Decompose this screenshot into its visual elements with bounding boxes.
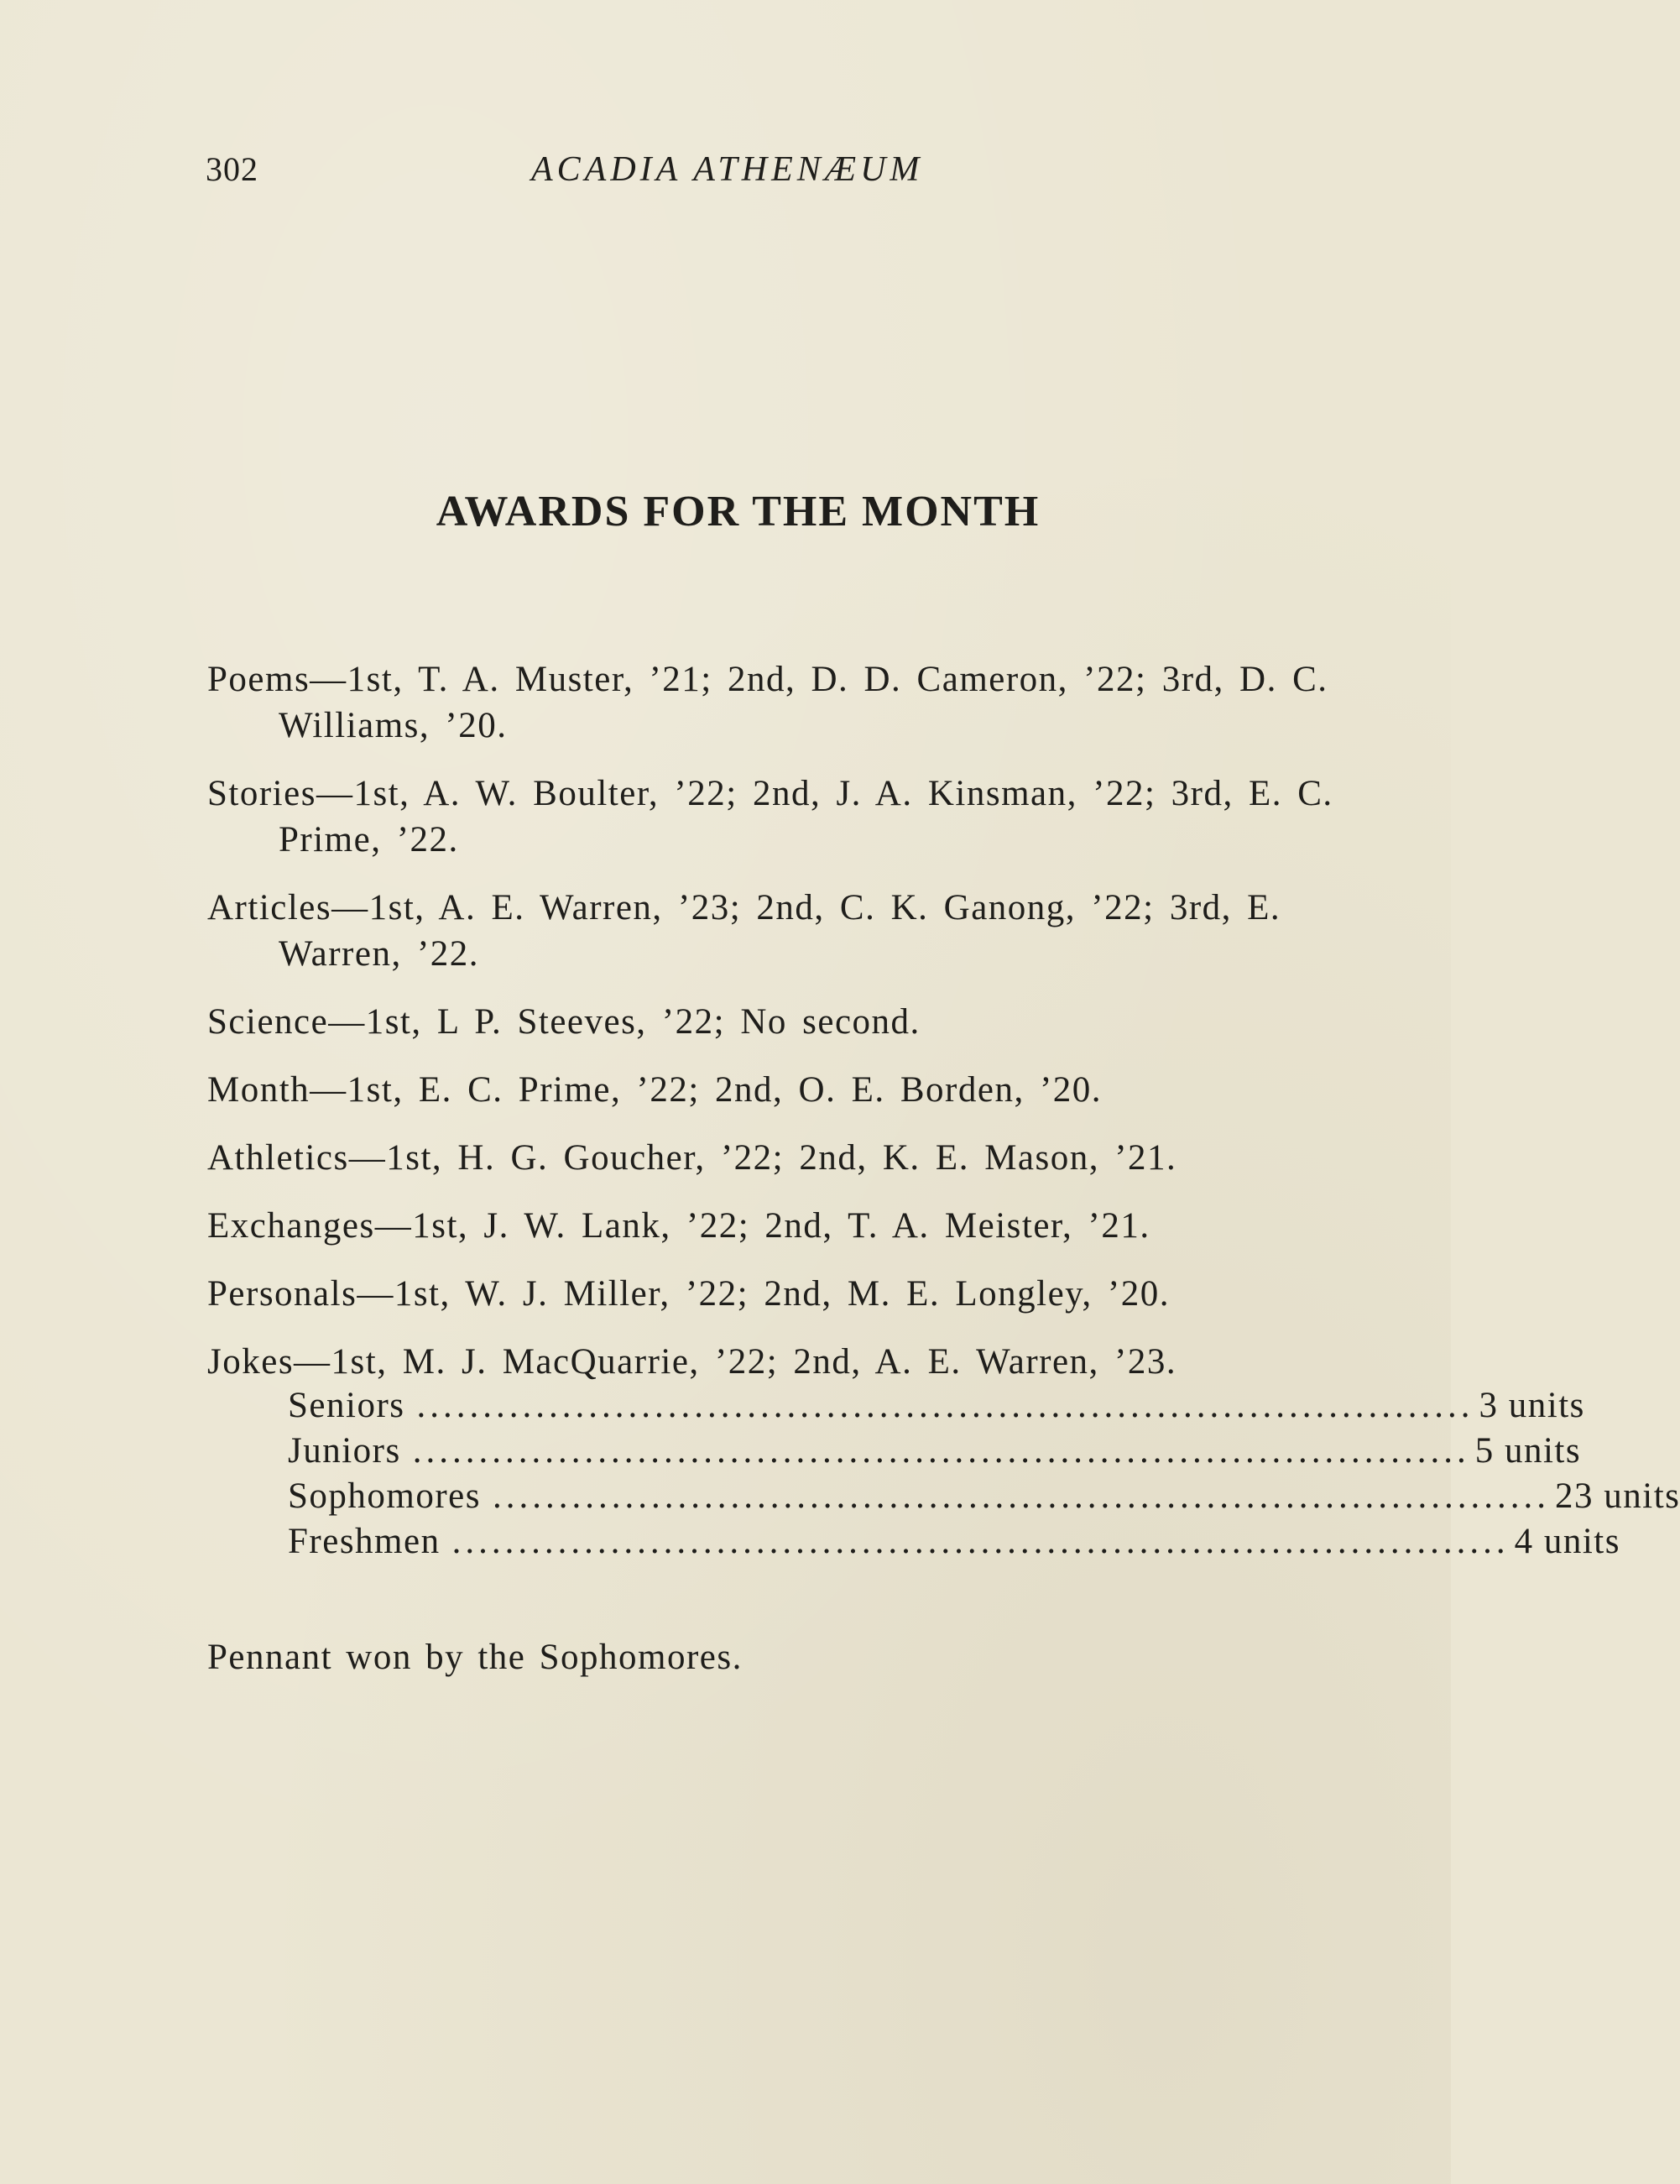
units-row-juniors (288, 1430, 1582, 1476)
awards-list (207, 656, 1349, 1407)
dot-leader: ................................................................................ (412, 1431, 1470, 1471)
units-value: 4 units (1514, 1522, 1620, 1561)
award-jokes: Jokes—1st, M. J. MacQuarrie, ’22; 2nd, A. E. Warren, ’23. (207, 1342, 1177, 1382)
units-row-seniors (288, 1385, 1585, 1430)
section-title: AWARDS FOR THE MONTH (436, 488, 1041, 536)
page-header (206, 149, 1255, 200)
units-class-label: Sophomores (288, 1476, 481, 1516)
units-row-freshmen (288, 1521, 1620, 1566)
dot-leader: ................................................................................ (416, 1386, 1474, 1425)
units-table (288, 1385, 1680, 1566)
award-exchanges: Exchanges—1st, J. W. Lank, ’22; 2nd, T. A. Meister, ’21. (207, 1206, 1150, 1246)
award-month: Month—1st, E. C. Prime, ’22; 2nd, O. E. Borden, ’20. (207, 1070, 1103, 1110)
award-personals: Personals—1st, W. J. Miller, ’22; 2nd, M. E. Longley, ’20. (207, 1274, 1170, 1314)
units-class-label: Freshmen (288, 1522, 441, 1561)
page-number: 302 (206, 150, 258, 188)
pennant-note: Pennant won by the Sophomores. (207, 1638, 743, 1677)
dot-leader: ................................................................................ (493, 1476, 1550, 1516)
units-value: 23 units (1555, 1476, 1680, 1516)
award-stories: Stories—1st, A. W. Boulter, ’22; 2nd, J. A. Kinsman, ’22; 3rd, E. C. Prime, ’22. (207, 774, 1333, 859)
award-athletics: Athletics—1st, H. G. Goucher, ’22; 2nd, K. E. Mason, ’21. (207, 1138, 1177, 1178)
running-head: ACADIA ATHENÆUM (531, 150, 924, 189)
units-class-label: Seniors (288, 1386, 405, 1425)
award-science: Science—1st, L P. Steeves, ’22; No second. (207, 1002, 921, 1042)
units-value: 5 units (1474, 1431, 1582, 1471)
dot-leader: ................................................................................ (451, 1522, 1510, 1561)
units-value: 3 units (1479, 1386, 1585, 1425)
units-row-sophomores (288, 1476, 1680, 1521)
units-class-label: Juniors (288, 1431, 401, 1471)
award-articles: Articles—1st, A. E. Warren, ’23; 2nd, C. K. Ganong, ’22; 3rd, E. Warren, ’22. (207, 888, 1281, 974)
award-poems: Poems—1st, T. A. Muster, ’21; 2nd, D. D. Cameron, ’22; 3rd, D. C. Williams, ’20. (207, 660, 1328, 745)
